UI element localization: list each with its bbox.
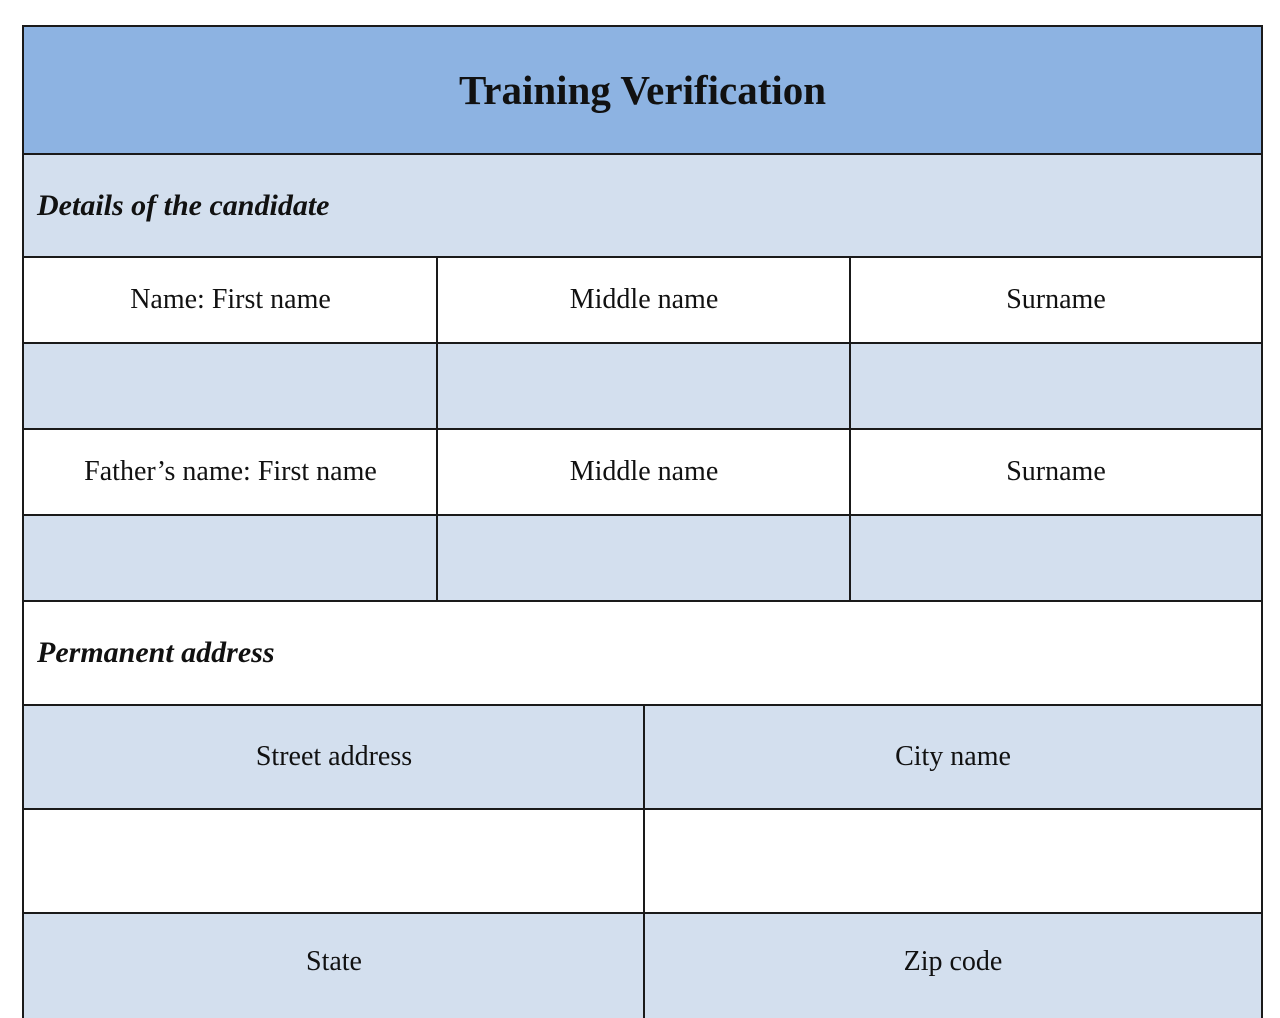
city-name-field[interactable] [643,810,1261,912]
state-label: State [306,946,362,977]
father-surname-field[interactable] [849,516,1261,600]
city-name-label: City name [643,706,1261,808]
surname-label: Surname [849,258,1261,342]
zip-code-label: Zip code [643,914,1261,1018]
section-candidate [22,153,1263,258]
location-header-row [22,912,1263,1018]
training-verification-form [22,25,1263,985]
name-header-row [22,256,1263,344]
form-title: Training Verification [458,67,827,113]
father-first-name-label: Father’s name: First name [84,456,377,487]
father-name-input-row [22,514,1263,602]
street-address-label: Street address [255,741,413,772]
father-first-name-field[interactable] [24,516,437,600]
address-input-row [22,808,1263,914]
surname-field[interactable] [849,344,1261,428]
first-name-field[interactable] [24,344,437,428]
address-header-row [22,704,1263,810]
section-address-label: Permanent address [37,636,275,669]
father-surname-label: Surname [849,430,1261,514]
first-name-label: Name: First name [130,284,331,315]
name-input-row [22,342,1263,430]
street-address-field[interactable] [24,810,644,912]
middle-name-label: Middle name [436,258,850,342]
father-middle-name-label: Middle name [436,430,850,514]
section-address [22,600,1263,706]
father-middle-name-field[interactable] [436,516,850,600]
father-name-header-row [22,428,1263,516]
section-candidate-label: Details of the candidate [37,188,330,222]
middle-name-field[interactable] [436,344,850,428]
form-header [22,25,1263,155]
